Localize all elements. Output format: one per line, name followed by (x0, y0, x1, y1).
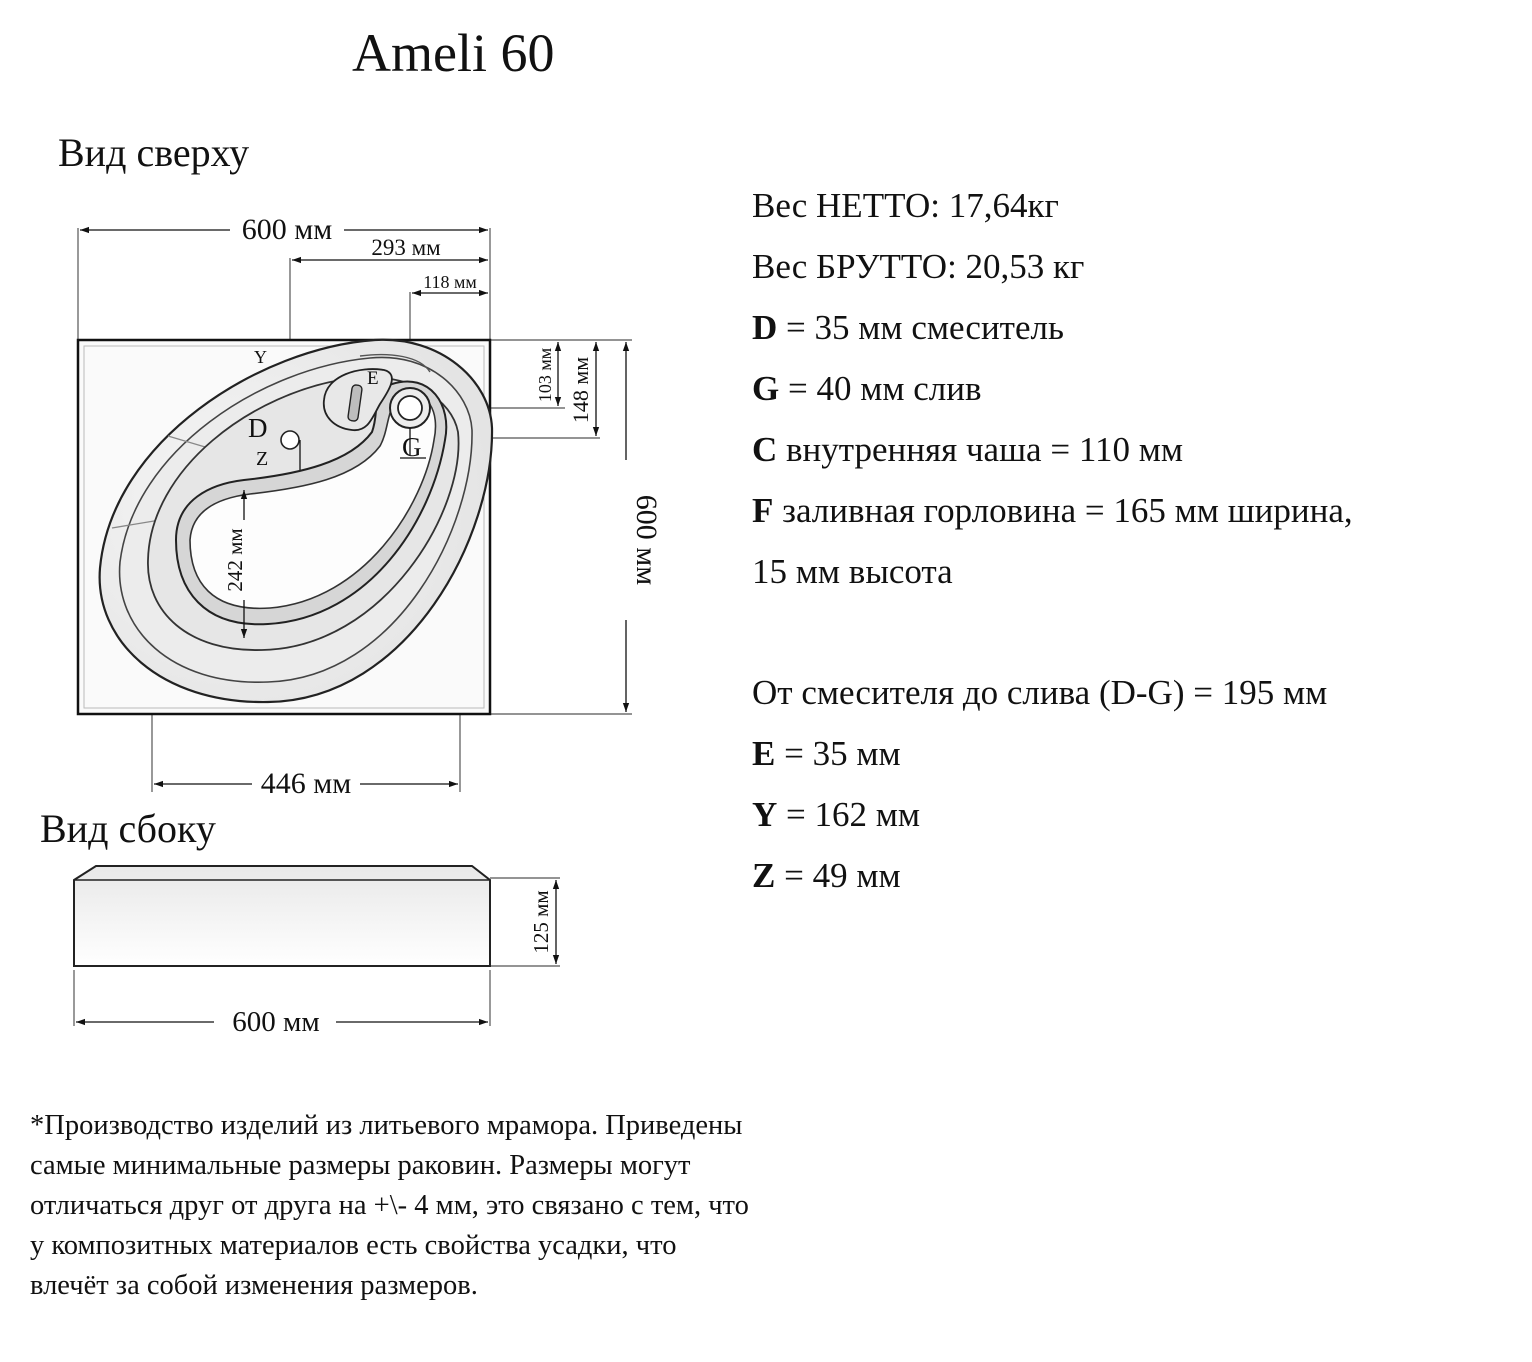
dim-mixer-offset: 293 мм (371, 235, 441, 260)
dim-side-width: 600 мм (232, 1006, 320, 1038)
spec-line-1: Вес НЕТТО: 17,64кг (752, 186, 1059, 225)
dim-drain-y: 103 мм (535, 347, 555, 403)
dim-drain-offset: 118 мм (423, 272, 477, 292)
spec-line-2: Вес БРУТТО: 20,53 кг (752, 247, 1085, 286)
marker-y: Y (254, 347, 267, 367)
footnote-line: отличаться друг от друга на +\- 4 мм, это связано с тем, что (30, 1190, 749, 1221)
top-view-drawing (78, 213, 663, 800)
side-profile (74, 866, 490, 966)
dim-mixer-y: 148 мм (568, 356, 593, 424)
side-view-drawing (74, 866, 560, 1038)
footnote-line: у композитных материалов есть свойства усадки, что (30, 1230, 677, 1261)
dim-overall-width: 600 мм (241, 213, 333, 246)
spec-line-6: F заливная горловина = 165 мм ширина, (752, 491, 1353, 530)
footnote (30, 1106, 749, 1306)
product-title: Ameli 60 (352, 23, 555, 83)
spec-line-8: От смесителя до слива (D-G) = 195 мм (752, 673, 1328, 712)
mixer-hole (281, 431, 299, 449)
footnote-line: *Производство изделий из литьевого мрамора. Приведены (30, 1110, 743, 1141)
side-view-title: Вид сбоку (40, 806, 216, 851)
marker-z: Z (256, 448, 269, 470)
top-view-title: Вид сверху (58, 130, 250, 175)
dim-bowl-width: 446 мм (260, 767, 352, 800)
footnote-line: самые минимальные размеры раковин. Размеры могут (30, 1150, 691, 1181)
dim-bowl-depth: 242 мм (223, 528, 247, 592)
spec-line-11: Z = 49 мм (752, 856, 901, 895)
dim-side-height: 125 мм (529, 890, 553, 954)
marker-d: D (248, 413, 268, 443)
spec-line-5: C внутренняя чаша = 110 мм (752, 430, 1184, 469)
marker-e: E (367, 368, 379, 389)
footnote-line: влечёт за собой изменения размеров. (30, 1270, 478, 1301)
spec-line-9: E = 35 мм (752, 734, 901, 773)
spec-line-10: Y = 162 мм (752, 795, 921, 834)
spec-line-7: 15 мм высота (752, 552, 953, 591)
spec-line-4: G = 40 мм слив (752, 369, 982, 408)
spec-line-3: D = 35 мм смеситель (752, 308, 1064, 347)
dim-overall-depth: 600 мм (630, 494, 663, 586)
marker-g: G (402, 432, 422, 462)
